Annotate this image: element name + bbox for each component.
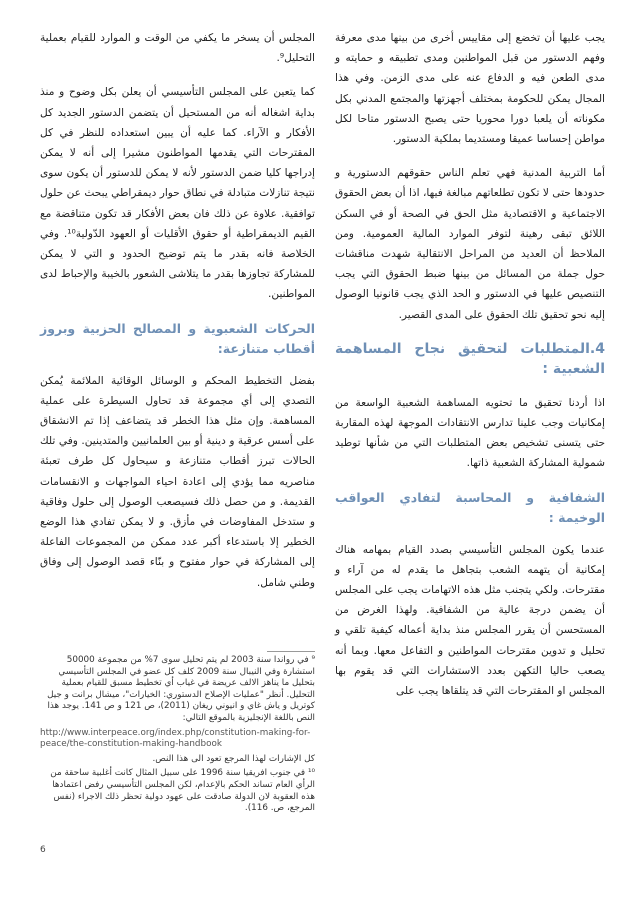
section-heading: 4.المتطلبات لتحقيق نجاح المساهمة الشعبية : <box>335 340 605 377</box>
paragraph: اذا أردنا تحقيق ما تحتويه المساهمة الشعبية الواسعة من إمكانيات وجب علينا تدارس الانتقادات الموجهة لهذه المقاربة حتى يتسنى تشخيص بعض المتطلبات التي من شأنها توطيد شمولية المشاركة الشعبية ذاتها. <box>335 396 605 470</box>
paragraph: يجب عليها أن تخضع إلى مقاييس أخرى من بينها مدى معرفة وفهم الدستور من قبل المواطنين ومدى تطبيقه و حمايته و مدى الطعن فيه و الدفاع عنه على مدى الزمن. وفي هذا المجال يمكن للحكومة بمختلف أجهزتها والمجتمع المدني بكل مكوناته أن يلعبا دورا محوريا حتى يصبح الدستور متاحا لكل مواطن إحساسا عميقا ومستديما بملكية الدستور. <box>335 32 605 146</box>
paragraph: المجلس أن يسخر ما يكفي من الوقت و الموارد للقيام بعملية التحليل⁹. <box>40 32 315 65</box>
footnote-9-tail: كل الإشارات لهذا المرجع تعود الى هذا النص. <box>152 753 315 764</box>
left-column <box>40 28 315 607</box>
subsection-heading: الشفافية و المحاسبة لتفادي العواقب الوخيمة : <box>335 489 605 525</box>
paragraph: بفضل التخطيط المحكم و الوسائل الوقائية الملائمة يُمكن التصدي إلى أي مجموعة قد تحاول السيطرة على عملية المساهمة. وإن مثل هذا الخطر قد يتضاعف إذا تم الانشقاق على أسس عرقية و دينية أو بين العلمانيين والمتدينين. وفي تلك الحالات تبرز أقطاب متنازعة و سيحاول كل طرف تعبئة مناصريه مما يؤدي إلى اعادة احياء المواجهات و الانقسامات القديمة. و من حصل ذلك فسيصعب الوصول إلى حلول وفاقية و ستدخل المفاوضات في مأزق. و لا يمكن تفادي هذا الوضع الخطير إلا باستدعاء أكبر عدد ممكن من المجموعات الفاعلة إلى المشاركة في حوار مفتوح و بنّاء قصد الوصول إلى وفاق وطني شامل. <box>40 374 315 589</box>
footnotes <box>40 655 315 818</box>
footnote-9: ⁹ في رواندا سنة 2003 لم يتم تحليل سوى 7% من مجموعة 50000 استشارة وفي النيبال سنة 2009 كلف كل عضو في المجلس التأسيسي بتحليل ما يناهز الالف عريضة في غياب أي تخطيط مسبق للقيام بعملية التحليل. أنظر "عمليات الإصلاح الدستوري: الخيارات"، ميشال برانت و جيل كوتريل و ياش غاي و انيوني ريغان (2011)، ص 121 و ص 141. يوجد هذا النص باللغة الإنجليزية بالموقع التالي: <box>47 655 315 723</box>
paragraph: عندما يكون المجلس التأسيسي بصدد القيام بمهامه هناك إمكانية أن يتهمه الشعب بتجاهل ما يقدم له من آراء و مقترحات. ولكي يتجنب مثل هذه الاتهامات يجب على المجلس أن يضمن درجة عالية من الشفافية. ولهذا الغرض من المستحسن أن يقرر المجلس منذ بداية أعماله كيفية تلقي و تحليل و تدوين مقترحات المواطنين و التفاعل معها. وبما أنه يصعب حاليا التكهن بعدد الاستشارات التي قد يقوم بها المجلس او المقترحات التي قد يتلقاها يجب على <box>335 543 605 698</box>
paragraph: كما يتعين على المجلس التأسيسي أن يعلن بكل وضوح و منذ بداية اشغاله أنه من المستحيل أن يتضمن الدستور الجديد كل الأفكار و الآراء. كما عليه أن يبين استعداده للنظر في كل المقترحات التي يقدمها المواطنون مشيرا إلى أنه لا يمكن إدراجها كليا ضمن الدستور لأنه لا يمكن للدستور أن يكون سوى نتيجة تنازلات متبادلة في نطاق حوار ديمقراطي يبحث عن حلول توافقية. علاوة عن ذلك فان بعض الأفكار قد تكون متناقضة مع القيم الديمقراطية أو حقوق الأقليات أو العهود الدّولية¹⁰. وفي الخلاصة فانه بقدر ما يتم توضيح الحدود و التي لا يمكن للمشاركة تجاوزها بقدر ما يتلاشى الشعور بالخيبة والإحباط لدى المواطنين. <box>40 86 315 301</box>
subsection-heading: الحركات الشعبوية و المصالح الحزبية وبروز أقطاب متنازعة: <box>40 320 315 356</box>
right-column <box>335 28 605 715</box>
footnote-separator <box>267 651 315 652</box>
paragraph: أما التربية المدنية فهي تعلم الناس حقوقهم الدستورية و حدودها حتى لا تكون تطلعاتهم مبالغة فيها، اذا أن بعض الحقوق الاجتماعية و الاقتصادية مثل الحق في الصحة أو في السكن اللائق تبقى رهينة لتوفر الموارد المالية العمومية. ومن الملاحظ أن العديد من المراحل الانتقالية شهدت مناقشات حول جملة من المسائل من بينها ضبط الحقوق التي يجب التنصيص عليها في الدستور و الحد الذي يجب قانونيا الوصول إليه نحو تحقيق تلك الحقوق على المدى القصير. <box>335 167 605 321</box>
footnote-link[interactable]: http://www.interpeace.org/index.php/constitution-making-for-peace/the-constitution-making-handbook <box>40 727 311 750</box>
page-number: 6 <box>40 845 46 855</box>
footnote-10: ¹⁰ في جنوب افريقيا سنة 1996 على سبيل المثال كانت أغلبية ساحقة من الرأي العام تساند الحكم بالإعدام، لكن المجلس التأسيسي رفض اعتمادها هذه العقوبة لان الدولة صادقت على عهود دولية تحظر ذلك الاجراء (نفس المرجع، ص. 116). <box>50 768 315 814</box>
